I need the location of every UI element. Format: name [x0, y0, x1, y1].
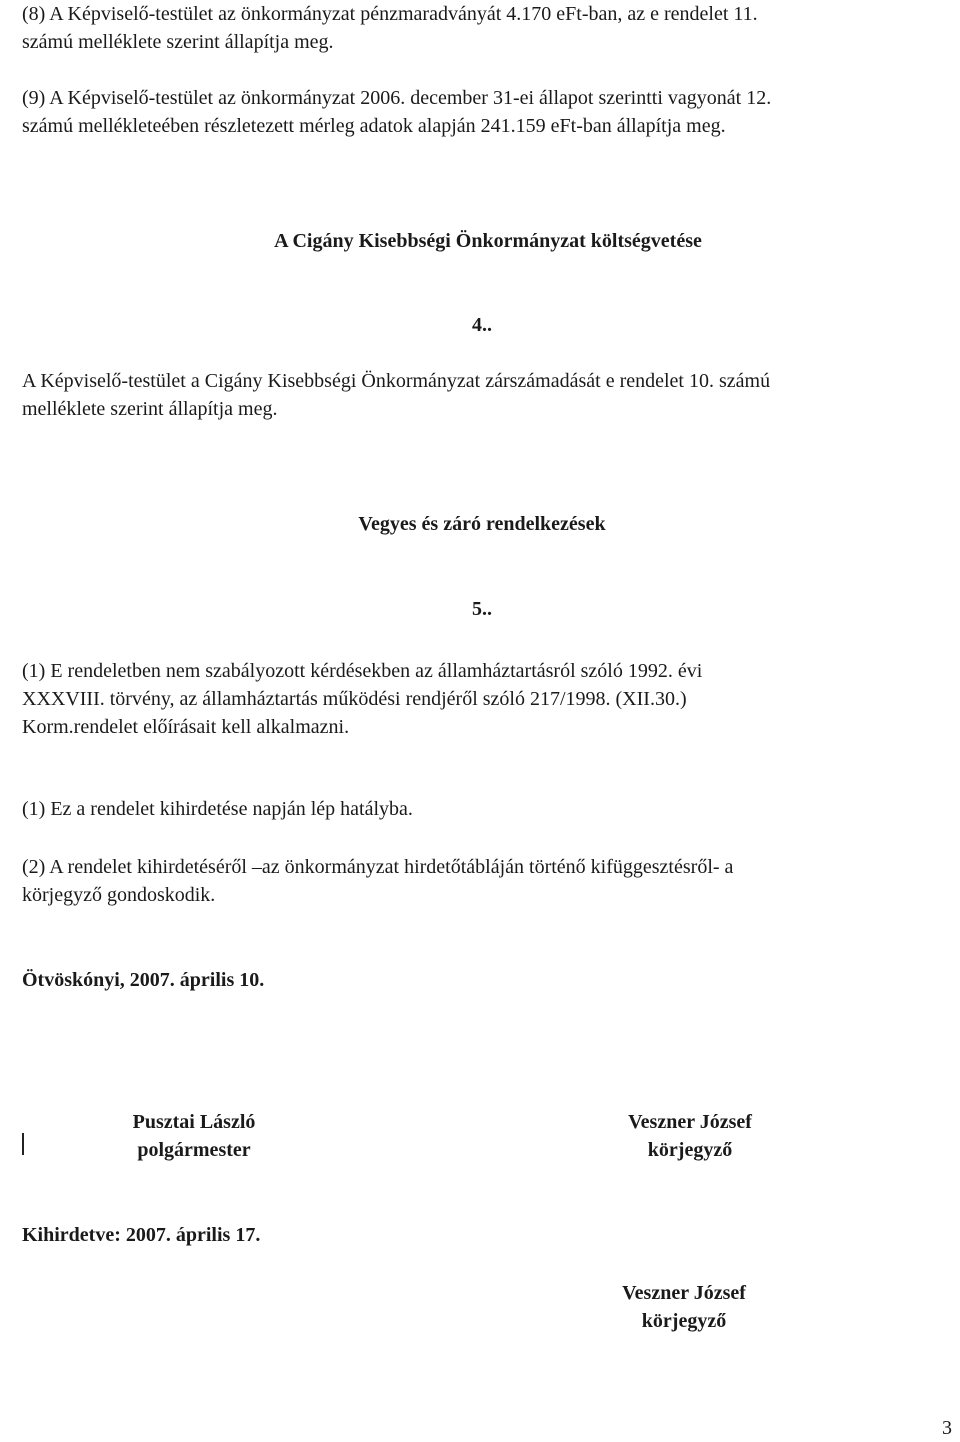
signature-mayor-name: Pusztai László [132, 1111, 256, 1133]
paragraph-final-1-line-1: (1) E rendeletben nem szabályozott kérdésekben az államháztartásról szóló 1992. évi [22, 660, 703, 682]
paragraph-final-3-line-2: körjegyző gondoskodik. [22, 884, 216, 906]
paragraph-9-line-2: számú mellékleteében részletezett mérleg adatok alapján 241.159 eFt-ban állapítja meg. [22, 115, 726, 137]
promulgation-label: Kihirdetve: 2007. április 17. [22, 1224, 261, 1246]
page-number: 3 [942, 1417, 952, 1439]
paragraph-8-line-1: (8) A Képviselő-testület az önkormányzat pénzmaradványát 4.170 eFt-ban, az e rendelet 11. [22, 3, 758, 25]
paragraph-9-line-1: (9) A Képviselő-testület az önkormányzat 2006. december 31-ei állapot szerintti vagyonát 12. [22, 87, 772, 109]
signature-notary-title: körjegyző [647, 1139, 733, 1161]
paragraph-9 [22, 84, 960, 140]
paragraph-final-1-line-3: Korm.rendelet előírásait kell alkalmazni. [22, 716, 350, 738]
paragraph-8-line-2: számú melléklete szerint állapítja meg. [22, 31, 334, 53]
signature-mayor-title: polgármester [137, 1139, 251, 1161]
signature-notary [590, 1108, 790, 1164]
promulgation-signer-name: Veszner József [622, 1282, 746, 1304]
paragraph-budget-line-2: melléklete szerint állapítja meg. [22, 398, 278, 420]
signature-notary-name: Veszner József [628, 1111, 752, 1133]
paragraph-budget [22, 367, 956, 423]
paragraph-final-1-line-2: XXXVIII. törvény, az államháztartás működési rendjéről szóló 217/1998. (XII.30.) [22, 688, 687, 710]
paragraph-final-3 [22, 853, 960, 909]
paragraph-8 [22, 0, 960, 56]
section-number-4: 4.. [472, 314, 492, 336]
section-heading-budget: A Cigány Kisebbségi Önkormányzat költségvetése [274, 230, 702, 252]
signature-mayor [94, 1108, 294, 1164]
paragraph-final-1 [22, 657, 960, 741]
signature-margin-line [22, 1133, 24, 1155]
promulgation-signature [584, 1279, 784, 1335]
promulgation-signer-title: körjegyző [641, 1310, 727, 1332]
section-number-5: 5.. [472, 598, 492, 620]
place-date: Ötvöskónyi, 2007. április 10. [22, 969, 265, 991]
paragraph-final-2: (1) Ez a rendelet kihirdetése napján lép hatályba. [22, 798, 413, 820]
paragraph-final-3-line-1: (2) A rendelet kihirdetéséről –az önkormányzat hirdetőtábláján történő kifüggesztésről- a [22, 856, 734, 878]
paragraph-budget-line-1: A Képviselő-testület a Cigány Kisebbségi Önkormányzat zárszámadását e rendelet 10. számú [22, 370, 771, 392]
section-heading-final: Vegyes és záró rendelkezések [358, 513, 606, 535]
